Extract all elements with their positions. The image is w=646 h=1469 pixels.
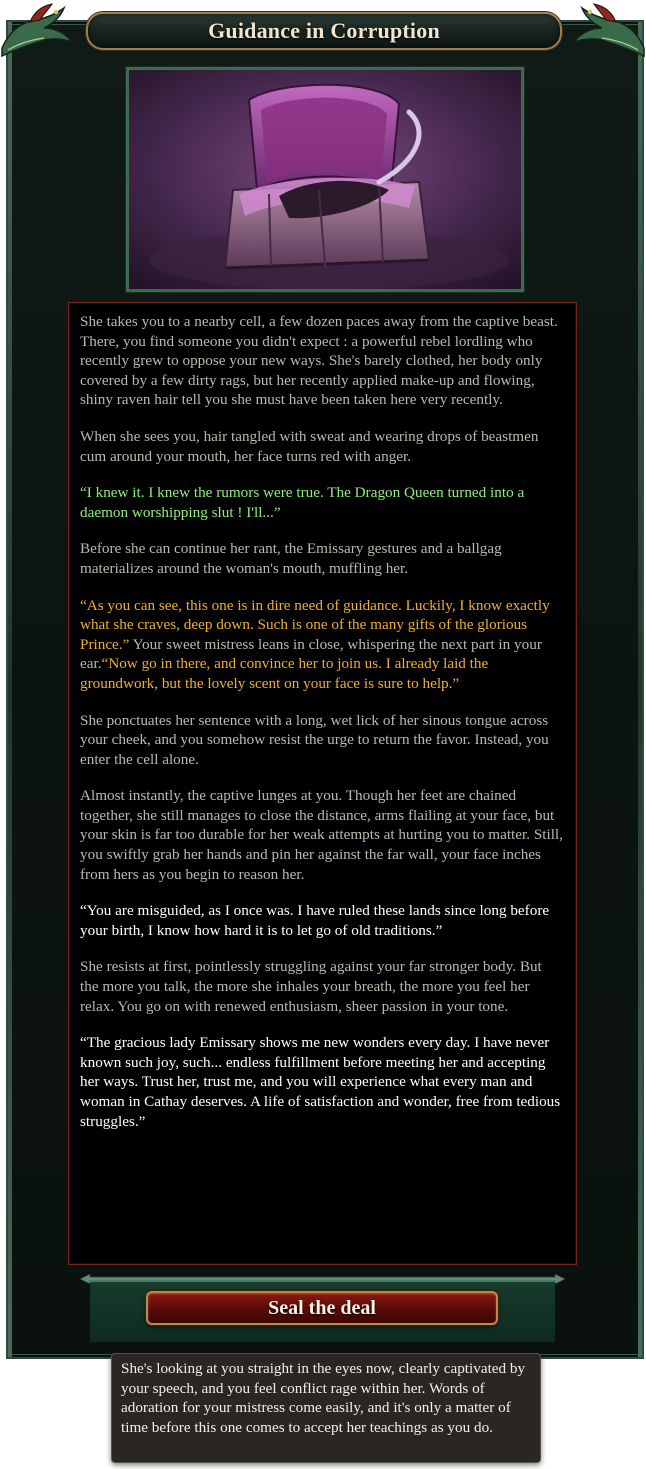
tooltip-text: She's looking at you straight in the eyes now, clearly captivated by your speech, and you feel conflict rage within her. Words of adoration for your mistress come easily, and it's only a matter of time before this one comes to accept her teachings as you do. [121,1360,526,1436]
story-text-box [68,302,577,1265]
seal-the-deal-button[interactable] [146,1291,498,1325]
emissary-dialogue-paragraph [80,596,564,694]
story-narration: Your sweet mistress leans in close, whispering the next part in your ear. [80,635,542,673]
title-bar [86,12,562,50]
story-paragraph: She ponctuates her sentence with a long, wet lick of her sinous tongue across your cheek, and you somehow resist the urge to return the favor. Instead, you enter the cell alone. [80,711,549,768]
tooltip [111,1353,541,1463]
event-title: Guidance in Corruption [208,18,440,43]
story-paragraph: Before she can continue her rant, the Emissary gestures and a ballgag materializes around the woman's mouth, muffling her. [80,540,502,577]
story-paragraph: When she sees you, hair tangled with sweat and wearing drops of beastmen cum around your mouth, her face turns red with anger. [80,427,539,465]
story-paragraph: Almost instantly, the captive lunges at you. Though her feet are chained together, she still manages to close the distance, arms flailing at your face, but your skin is far too durable for her weak attempts at hurting you to matter. Still, you swiftly grab her hands and pin her against the far wall, your face inches from hers as you begin to reason her. [80,787,563,883]
story-paragraph: She takes you to a nearby cell, a few dozen paces away from the captive beast. There, you find someone you didn't expect : a powerful rebel lordling who recently grew to oppose your new ways. She's barely clothed, her body only covered by a few dirty rags, but her recently applied make-up and flowing, shiny raven hair tell you she must have been taken here very recently. [80,313,558,409]
event-illustration [126,67,524,292]
player-dialogue: “You are misguided, as I once was. I have ruled these lands since long before your birth, I know how hard it is to let go of old traditions.” [80,902,550,939]
seal-the-deal-label: Seal the deal [268,1296,376,1319]
dragon-ornament-icon [0,0,100,70]
emissary-dialogue: “Now go in there, and convince her to join us. I already laid the groundwork, but the lovely scent on your face is sure to help.” [80,655,489,692]
captive-dialogue: “I knew it. I knew the rumors were true. The Dragon Queen turned into a daemon worshipping slut ! I'll...” [80,484,525,521]
emissary-dialogue: “As you can see, this one is in dire need of guidance. Luckily, I know exactly what she craves, deep down. Such is one of the many gifts of the glorious Prince.” [80,596,550,653]
story-paragraph: She resists at first, pointlessly struggling against your far stronger body. But the more you talk, the more she inhales your breath, the more you feel her relax. You go on with renewed enthusiasm, sheer passion in your tone. [80,958,542,1015]
player-dialogue: “The gracious lady Emissary shows me new wonders every day. I have never known such joy, such... endless fulfillment before meeting her and accepting her ways. Trust her, trust me, and you will experience what every man and woman in Cathay deserves. A life of satisfaction and wonder, free from tedious struggles.” [80,1034,561,1130]
chest-illustration-icon [129,70,521,289]
